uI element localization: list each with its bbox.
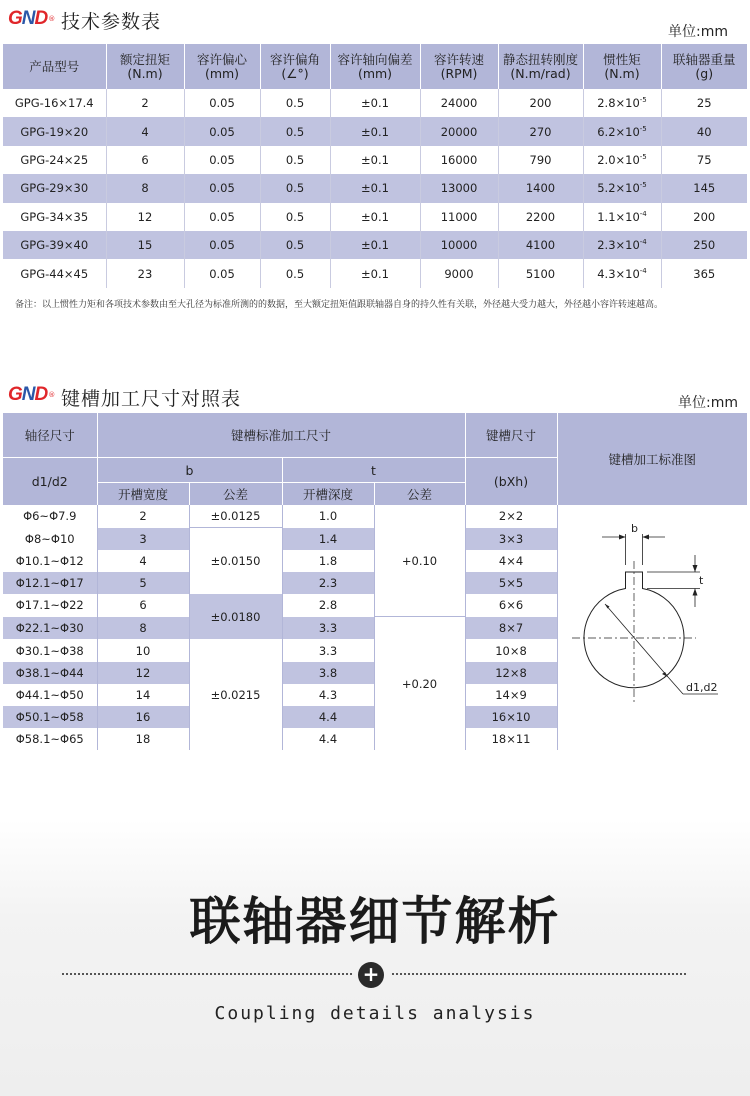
spec-cell-model: GPG-24×25 <box>3 146 106 174</box>
keyway-table <box>3 413 747 750</box>
unit-label-2: 单位:mm <box>678 395 738 411</box>
spec-cell-axial: ±0.1 <box>330 231 420 259</box>
tol-t-1: +0.10 <box>374 505 465 617</box>
keyway-row: Φ50.1~Φ58 16 4.4 16×10 <box>3 706 747 728</box>
spec-cell-weight: 365 <box>693 266 716 281</box>
hdr-depth: 开槽深度 <box>282 483 374 506</box>
spec-cell-ecc: 0.05 <box>184 89 260 117</box>
hdr-t: t <box>282 458 465 483</box>
spec-cell-torque: 2 <box>106 89 184 117</box>
spec-cell-weight: 250 <box>661 231 747 259</box>
section-banner <box>0 820 750 1096</box>
spec-row <box>3 231 747 259</box>
spec-cell-ecc: 0.05 <box>184 174 260 202</box>
keyway-row: Φ38.1~Φ44 12 3.8 12×8 <box>3 662 747 684</box>
spec-cell-speed: 10000 <box>420 231 498 259</box>
spec-cell-angle: 0.5 <box>260 203 330 231</box>
spec-cell-ecc: 0.05 <box>184 146 260 174</box>
spec-cell-axial: ±0.1 <box>330 146 420 174</box>
banner-title: 联轴器细节解析 <box>189 893 561 952</box>
spec-cell-ecc: 0.05 <box>184 259 260 287</box>
keyway-row: Φ22.1~Φ30 8 3.3 +0.20 8×7 <box>3 617 747 640</box>
spec-cell-angle: 0.5 <box>260 117 330 145</box>
spec-note: 备注：以上惯性力矩和各项技术参数由至大孔径为标准所测的的数据，至大额定扭矩值跟联轴器自身的持久性有关联，外径越大受力越大，外径越小容许转速越高。 <box>15 300 664 310</box>
spec-cell-stiff: 4100 <box>498 231 583 259</box>
spec-cell-speed: 24000 <box>420 89 498 117</box>
col-stiffness: 静态扭转刚度 (N.m/rad) <box>498 44 583 89</box>
diagram-label-d: d1,d2 <box>685 681 717 694</box>
spec-cell-stiff: 2200 <box>498 203 583 231</box>
spec-cell-weight: 200 <box>693 209 716 224</box>
spec-cell-angle: 0.5 <box>260 146 330 174</box>
keyway-row: Φ12.1~Φ17 5 2.3 5×5 <box>3 572 747 594</box>
spec-cell-speed: 20000 <box>420 117 498 145</box>
col-eccentricity: 容许偏心 (mm) <box>184 44 260 89</box>
hdr-std: 键槽标准加工尺寸 <box>97 413 465 458</box>
spec-cell-inertia: $1.1\times 10^{-4}$ <box>583 203 661 231</box>
banner-subtitle: Coupling details analysis <box>214 1003 536 1024</box>
spec-cell-inertia: $5.2\times 10^{-5}$ <box>583 174 661 202</box>
spec-cell-torque: 15 <box>106 231 184 259</box>
brand-logo: GND ® <box>8 8 56 29</box>
col-weight: 联轴器重量 (g) <box>661 44 747 89</box>
spec-row <box>3 89 747 117</box>
col-speed: 容许转速 (RPM) <box>420 44 498 89</box>
spec-cell-angle: 0.5 <box>260 174 330 202</box>
spec-cell-torque: 23 <box>106 259 184 287</box>
col-inertia: 惯性矩 (N.m) <box>583 44 661 89</box>
spec-cell-angle: 0.5 <box>260 231 330 259</box>
spec-cell-axial: ±0.1 <box>330 174 420 202</box>
spec-cell-stiff: 790 <box>498 146 583 174</box>
spec-cell-ecc: 0.05 <box>184 203 260 231</box>
tol-b-2: ±0.0150 <box>189 528 282 595</box>
spec-cell-model: GPG-34×35 <box>3 203 106 231</box>
spec-cell-weight: 25 <box>696 96 712 111</box>
diagram-label-t: t <box>698 574 703 587</box>
spec-cell-speed: 16000 <box>420 146 498 174</box>
col-axial: 容许轴向偏差 (mm) <box>330 44 420 89</box>
hdr-bxh: (bXh) <box>465 458 557 506</box>
tol-b-1: ±0.0125 <box>189 505 282 528</box>
spec-cell-model: GPG-19×20 <box>3 117 106 145</box>
spec-cell-axial: ±0.1 <box>330 117 420 145</box>
spec-cell-angle: 0.5 <box>260 259 330 287</box>
keyway-row: Φ58.1~Φ65 18 4.4 18×11 <box>3 728 747 750</box>
spec-cell-speed: 9000 <box>420 259 498 287</box>
spec-header-row <box>3 44 747 89</box>
spec-row <box>3 259 747 287</box>
spec-cell-speed: 11000 <box>420 203 498 231</box>
keyway-row: Φ8~Φ10 3 ±0.0150 1.4 3×3 <box>3 528 747 551</box>
hdr-b: b <box>97 458 282 483</box>
spec-cell-model: GPG-16×17.4 <box>3 89 106 117</box>
spec-cell-axial: ±0.1 <box>330 259 420 287</box>
hdr-diagram: 键槽加工标准图 <box>557 413 747 505</box>
tol-b-3: ±0.0180 <box>189 594 282 639</box>
divider-left <box>62 973 352 975</box>
keyway-row: Φ44.1~Φ50 14 4.3 14×9 <box>3 684 747 706</box>
spec-cell-stiff: 5100 <box>498 259 583 287</box>
spec-cell-speed: 13000 <box>420 174 498 202</box>
hdr-tol-t: 公差 <box>374 483 465 506</box>
keyway-row: Φ10.1~Φ12 4 1.8 4×4 <box>3 550 747 572</box>
section-title-specs: 技术参数表 <box>61 11 162 33</box>
section-title-keyway: 键槽加工尺寸对照表 <box>61 388 242 410</box>
spec-cell-model: GPG-39×40 <box>3 231 106 259</box>
spec-cell-torque: 12 <box>106 203 184 231</box>
spec-table <box>3 44 747 288</box>
tol-b-4: ±0.0215 <box>189 639 282 750</box>
diagram-label-b: b <box>630 522 638 535</box>
spec-cell-ecc: 0.05 <box>184 231 260 259</box>
spec-cell-inertia: $2.3\times 10^{-4}$ <box>583 231 661 259</box>
spec-cell-axial: ±0.1 <box>330 89 420 117</box>
spec-cell-angle: 0.5 <box>260 89 330 117</box>
spec-row <box>3 174 747 202</box>
tol-t-2: +0.20 <box>374 617 465 750</box>
brand-logo-2: GND ® <box>8 384 56 405</box>
hdr-width: 开槽宽度 <box>97 483 189 506</box>
spec-cell-torque: 6 <box>106 146 184 174</box>
spec-cell-stiff: 1400 <box>498 174 583 202</box>
spec-cell-torque: 8 <box>106 174 184 202</box>
spec-cell-weight: 75 <box>696 152 712 167</box>
spec-cell-inertia: $6.2\times 10^{-5}$ <box>583 117 661 145</box>
hdr-shaft: 轴径尺寸 <box>3 413 97 458</box>
spec-cell-model: GPG-44×45 <box>3 259 106 287</box>
spec-cell-inertia: $4.3\times 10^{-4}$ <box>583 259 661 287</box>
plus-icon: + <box>358 962 384 988</box>
keyway-row: Φ17.1~Φ22 6 ±0.0180 2.8 6×6 <box>3 594 747 617</box>
spec-cell-stiff: 200 <box>498 89 583 117</box>
col-torque: 额定扭矩 (N.m) <box>106 44 184 89</box>
spec-cell-stiff: 270 <box>498 117 583 145</box>
spec-row <box>3 203 747 231</box>
divider-right <box>392 973 686 975</box>
keyway-diagram-cell <box>557 505 747 750</box>
col-model: 产品型号 <box>3 44 106 89</box>
keyway-row: Φ30.1~Φ38 10 ±0.0215 3.3 10×8 <box>3 639 747 662</box>
spec-row <box>3 146 747 174</box>
spec-cell-inertia: $2.0\times 10^{-5}$ <box>583 146 661 174</box>
spec-cell-weight: 40 <box>661 117 747 145</box>
spec-row <box>3 117 747 145</box>
spec-cell-torque: 4 <box>106 117 184 145</box>
hdr-keysize: 键槽尺寸 <box>465 413 557 458</box>
unit-label: 单位:mm <box>668 24 728 40</box>
keyway-diagram <box>558 505 748 747</box>
spec-cell-model: GPG-29×30 <box>3 174 106 202</box>
spec-cell-axial: ±0.1 <box>330 203 420 231</box>
col-angle: 容许偏角 (∠°) <box>260 44 330 89</box>
spec-cell-inertia: $2.8\times 10^{-5}$ <box>583 89 661 117</box>
keyway-row: Φ6~Φ7.9 2 ±0.0125 1.0 +0.10 2×2 b t d1,d2 <box>3 505 747 528</box>
spec-cell-weight: 145 <box>661 174 747 202</box>
hdr-d: d1/d2 <box>3 458 97 506</box>
spec-cell-ecc: 0.05 <box>184 117 260 145</box>
hdr-tol-b: 公差 <box>189 483 282 506</box>
